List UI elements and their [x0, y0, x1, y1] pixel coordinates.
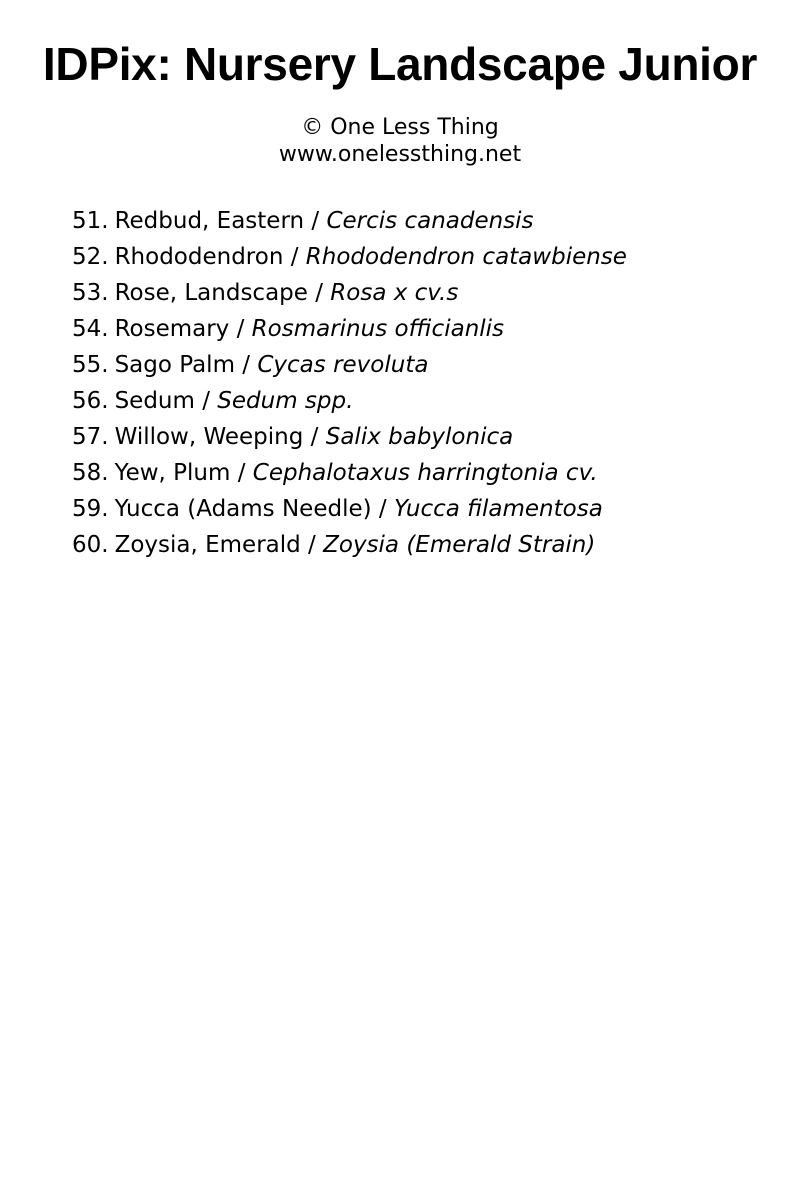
item-number: 60.: [72, 532, 109, 558]
list-item: [72, 419, 772, 455]
item-number: 54.: [72, 316, 109, 342]
common-name: Yew, Plum /: [114, 460, 253, 486]
scientific-name: Rosa x cv.s: [330, 280, 459, 306]
common-name: Yucca (Adams Needle) /: [114, 496, 394, 522]
scientific-name: Yucca filamentosa: [393, 496, 603, 522]
scientific-name: Cercis canadensis: [326, 208, 534, 234]
item-number: 58.: [72, 460, 109, 486]
common-name: Sedum /: [114, 388, 218, 414]
scientific-name: Sedum spp.: [217, 388, 354, 414]
common-name: Willow, Weeping /: [114, 424, 326, 450]
list-item: [72, 239, 772, 275]
list-item: [72, 383, 772, 419]
list-item: [72, 347, 772, 383]
common-name: Rhododendron /: [114, 244, 306, 270]
list-item: [72, 527, 772, 563]
credits: [0, 114, 800, 168]
item-number: 56.: [72, 388, 109, 414]
list-item: [72, 455, 772, 491]
item-number: 57.: [72, 424, 109, 450]
item-number: 52.: [72, 244, 109, 270]
common-name: Sago Palm /: [114, 352, 258, 378]
scientific-name: Zoysia (Emerald Strain): [323, 532, 596, 558]
scientific-name: Cycas revoluta: [257, 352, 429, 378]
list-item: [72, 311, 772, 347]
common-name: Rosemary /: [114, 316, 252, 342]
item-number: 53.: [72, 280, 109, 306]
item-number: 59.: [72, 496, 109, 522]
list-item: [72, 491, 772, 527]
scientific-name: Rhododendron catawbiense: [305, 244, 627, 270]
list-item: [72, 203, 772, 239]
scientific-name: Cephalotaxus harringtonia cv.: [252, 460, 598, 486]
scientific-name: Salix babylonica: [325, 424, 514, 450]
species-list: [72, 203, 772, 563]
list-item: [72, 275, 772, 311]
website-link[interactable]: www.onelessthing.net: [278, 142, 522, 167]
page-title: IDPix: Nursery Landscape Junior: [42, 38, 758, 90]
common-name: Redbud, Eastern /: [114, 208, 327, 234]
common-name: Zoysia, Emerald /: [114, 532, 324, 558]
copyright-text: © One Less Thing: [301, 115, 499, 140]
item-number: 55.: [72, 352, 109, 378]
common-name: Rose, Landscape /: [114, 280, 331, 306]
scientific-name: Rosmarinus officianlis: [251, 316, 505, 342]
item-number: 51.: [72, 208, 109, 234]
